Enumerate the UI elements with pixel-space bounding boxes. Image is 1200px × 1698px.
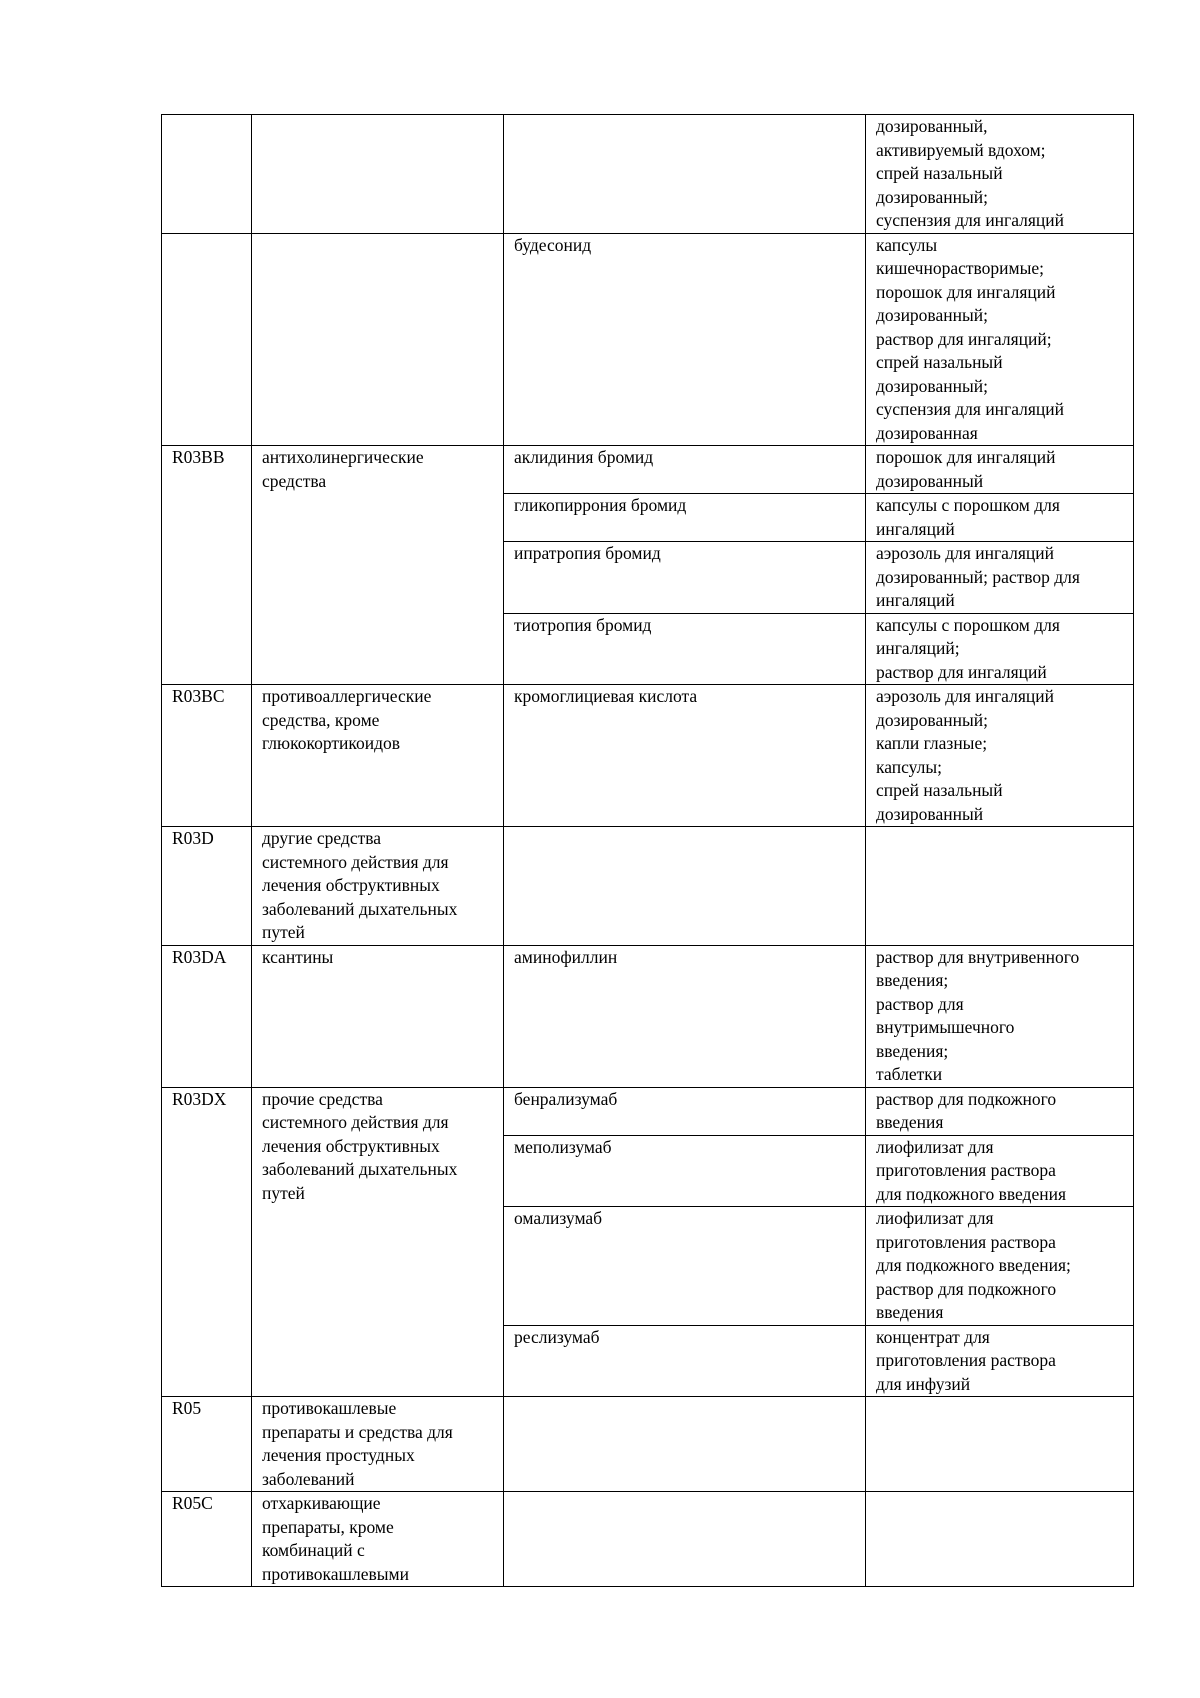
group-cell: ксантины [252,945,504,1087]
table-row [162,945,1134,1087]
inn-cell: будесонид [504,233,866,446]
group-cell: отхаркивающие препараты, кроме комбинаций с противокашлевыми [252,1492,504,1587]
inn-cell: кромоглициевая кислота [504,685,866,827]
atc-code-cell: R03D [162,827,252,946]
inn-cell [504,115,866,234]
atc-code-cell [162,115,252,234]
table-row [162,1397,1134,1492]
inn-cell: ипратропия бромид [504,542,866,614]
table-row [162,446,1134,494]
dosage-form-cell [866,1492,1134,1587]
group-cell: другие средства системного действия для лечения обструктивных заболеваний дыхательных путей [252,827,504,946]
table-row [162,1087,1134,1135]
dosage-form-cell: концентрат для приготовления раствора для инфузий [866,1325,1134,1397]
table-row [162,233,1134,446]
inn-cell: аклидиния бромид [504,446,866,494]
group-cell: противоаллергические средства, кроме глюкокортикоидов [252,685,504,827]
inn-cell: омализумаб [504,1207,866,1326]
dosage-form-cell [866,1397,1134,1492]
group-cell [252,115,504,234]
atc-code-cell: R03DX [162,1087,252,1397]
inn-cell: гликопиррония бромид [504,494,866,542]
table-row [162,1492,1134,1587]
group-cell [252,233,504,446]
inn-cell: аминофиллин [504,945,866,1087]
inn-cell [504,827,866,946]
table-row [162,685,1134,827]
atc-code-cell: R03DA [162,945,252,1087]
table-row [162,115,1134,234]
dosage-form-cell: капсулы с порошком для ингаляций [866,494,1134,542]
atc-code-cell: R05C [162,1492,252,1587]
group-cell: прочие средства системного действия для лечения обструктивных заболеваний дыхательных путей [252,1087,504,1397]
dosage-form-cell: лиофилизат для приготовления раствора для подкожного введения [866,1135,1134,1207]
dosage-form-cell: капсулы с порошком для ингаляций; раствор для ингаляций [866,613,1134,685]
group-cell: антихолинергические средства [252,446,504,685]
dosage-form-cell: лиофилизат для приготовления раствора для подкожного введения; раствор для подкожного введения [866,1207,1134,1326]
dosage-form-cell: порошок для ингаляций дозированный [866,446,1134,494]
inn-cell [504,1492,866,1587]
atc-code-cell: R05 [162,1397,252,1492]
atc-code-cell [162,233,252,446]
table-row [162,827,1134,946]
inn-cell: реслизумаб [504,1325,866,1397]
inn-cell: бенрализумаб [504,1087,866,1135]
inn-cell [504,1397,866,1492]
dosage-form-cell: аэрозоль для ингаляций дозированный; капли глазные; капсулы; спрей назальный дозированный [866,685,1134,827]
dosage-form-cell: раствор для подкожного введения [866,1087,1134,1135]
dosage-form-cell: раствор для внутривенного введения; раствор для внутримышечного введения; таблетки [866,945,1134,1087]
inn-cell: тиотропия бромид [504,613,866,685]
group-cell: противокашлевые препараты и средства для лечения простудных заболеваний [252,1397,504,1492]
dosage-form-cell: капсулы кишечнорастворимые; порошок для ингаляций дозированный; раствор для ингаляций; спрей назальный дозированный; суспензия для ингаляций дозированная [866,233,1134,446]
drug-table [161,114,1134,1587]
dosage-form-cell: дозированный, активируемый вдохом; спрей назальный дозированный; суспензия для ингаляций [866,115,1134,234]
dosage-form-cell: аэрозоль для ингаляций дозированный; раствор для ингаляций [866,542,1134,614]
atc-code-cell: R03BB [162,446,252,685]
dosage-form-cell [866,827,1134,946]
atc-code-cell: R03BC [162,685,252,827]
inn-cell: меполизумаб [504,1135,866,1207]
